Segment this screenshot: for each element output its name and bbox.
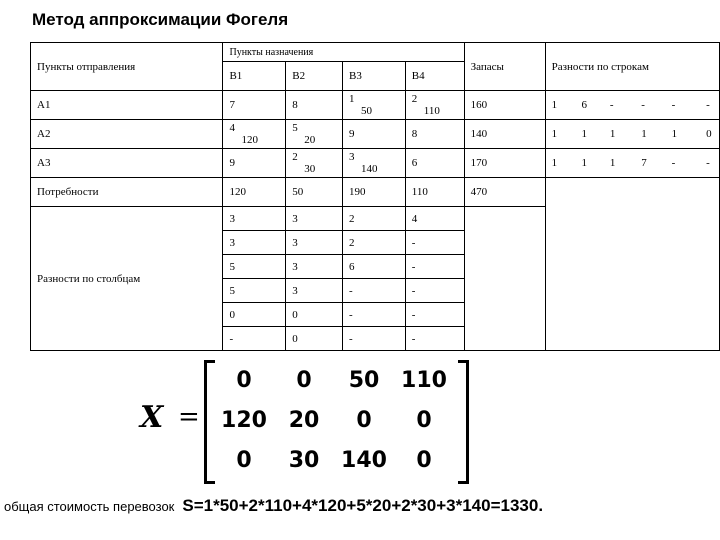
- matrix-value: 0: [356, 408, 372, 433]
- row-diff-value: 0: [700, 120, 719, 149]
- col-diff-value: 5: [223, 279, 286, 303]
- row-label: A1: [31, 91, 223, 120]
- col-diff-value: -: [342, 327, 405, 351]
- matrix-value: 140: [341, 448, 387, 473]
- row-diff-value: -: [604, 91, 635, 120]
- destinations-header: Пункты назначения: [223, 43, 464, 62]
- cost-value: 8: [292, 99, 298, 111]
- col-diff-value: -: [405, 327, 464, 351]
- cost-cell: [342, 149, 405, 178]
- supply-header: Запасы: [464, 43, 545, 91]
- allocation-value: 20: [304, 134, 316, 146]
- col-diff-value: -: [342, 303, 405, 327]
- cost-value: 8: [411, 128, 418, 140]
- row-diff-value: 1: [576, 120, 604, 149]
- cost-label: общая стоимость перевозок: [4, 499, 175, 514]
- demand-value: 50: [286, 178, 343, 207]
- col-diff-value: -: [223, 327, 286, 351]
- empty-cell: [464, 207, 545, 351]
- allocation-value: 140: [360, 163, 378, 175]
- matrix-grid: [214, 360, 454, 478]
- row-diff-value: 1: [545, 91, 575, 120]
- column-header: B2: [286, 62, 343, 91]
- cost-value: 2: [411, 93, 418, 105]
- cost-value: 7: [229, 99, 235, 111]
- row-diff-value: 1: [604, 149, 635, 178]
- row-diff-value: 1: [666, 120, 700, 149]
- row-label: A2: [31, 120, 223, 149]
- row-diff-header: Разности по строкам: [545, 43, 719, 91]
- allocation-value: 110: [423, 105, 440, 117]
- matrix-value: 20: [288, 408, 320, 433]
- demand-value: 190: [342, 178, 405, 207]
- col-diff-value: 0: [223, 303, 286, 327]
- allocation-value: 30: [304, 163, 316, 175]
- cost-value: 9: [348, 128, 355, 140]
- row-label: A3: [31, 149, 223, 178]
- allocation-value: 120: [241, 134, 258, 146]
- cost-cell: [223, 120, 286, 149]
- demand-label: Потребности: [31, 178, 223, 207]
- matrix-value: 120: [221, 408, 267, 433]
- row-diff-value: -: [700, 149, 719, 178]
- equals-sign: =: [178, 402, 200, 432]
- cost-cell: [286, 120, 343, 149]
- table-row: [31, 120, 720, 149]
- cost-value: 4: [229, 122, 235, 134]
- allocation-value: 50: [360, 105, 372, 117]
- matrix-value: 30: [288, 448, 320, 473]
- row-diff-value: 1: [635, 120, 665, 149]
- row-diff-value: -: [700, 91, 719, 120]
- cost-cell: [405, 91, 464, 120]
- cost-value: 5: [292, 122, 298, 134]
- col-diff-value: 5: [223, 255, 286, 279]
- col-diff-value: -: [405, 279, 464, 303]
- col-diff-value: 3: [286, 207, 343, 231]
- origins-header: Пункты отправления: [31, 43, 223, 91]
- footer: [4, 496, 543, 516]
- col-diff-value: -: [405, 231, 464, 255]
- column-header: B1: [223, 62, 286, 91]
- cost-formula: S=1*50+2*110+4*120+5*20+2*30+3*140=1330.: [182, 496, 544, 515]
- cost-value: 2: [292, 151, 298, 163]
- cost-cell: [405, 149, 464, 178]
- supply-value: 140: [464, 120, 545, 149]
- col-diff-value: 3: [223, 207, 286, 231]
- column-header: B3: [342, 62, 405, 91]
- cost-cell: [286, 149, 343, 178]
- empty-cell: [545, 178, 719, 351]
- row-diff-value: 6: [576, 91, 604, 120]
- col-diff-value: 4: [405, 207, 464, 231]
- cost-value: 6: [411, 157, 418, 169]
- row-diff-value: 1: [604, 120, 635, 149]
- matrix-value: 0: [296, 368, 312, 393]
- cost-value: 9: [229, 157, 235, 169]
- col-diff-value: -: [405, 303, 464, 327]
- demand-value: 110: [405, 178, 464, 207]
- vogel-table: [30, 42, 720, 351]
- total-value: 470: [464, 178, 545, 207]
- solution-matrix: [140, 360, 480, 480]
- cost-cell: [342, 120, 405, 149]
- cost-cell: [223, 91, 286, 120]
- supply-value: 160: [464, 91, 545, 120]
- col-diff-value: 2: [342, 207, 405, 231]
- row-diff-value: 1: [545, 120, 575, 149]
- column-header: B4: [405, 62, 464, 91]
- table-row: [31, 91, 720, 120]
- matrix-value: 0: [416, 408, 432, 433]
- matrix-value: 110: [401, 368, 447, 393]
- matrix-value: 0: [236, 448, 252, 473]
- matrix-value: 0: [236, 368, 252, 393]
- matrix-value: 0: [416, 448, 432, 473]
- matrix-label: X: [140, 400, 164, 435]
- supply-value: 170: [464, 149, 545, 178]
- col-diff-label: Разности по столбцам: [31, 207, 223, 351]
- row-diff-value: -: [666, 149, 700, 178]
- page-title: Метод аппроксимации Фогеля: [32, 10, 289, 29]
- right-bracket: [458, 360, 469, 484]
- cost-cell: [342, 91, 405, 120]
- col-diff-value: -: [405, 255, 464, 279]
- col-diff-value: 3: [286, 255, 343, 279]
- row-diff-value: 1: [545, 149, 575, 178]
- col-diff-value: 2: [342, 231, 405, 255]
- table-row: [31, 149, 720, 178]
- row-diff-value: 1: [576, 149, 604, 178]
- cost-cell: [223, 149, 286, 178]
- cost-value: 1: [348, 93, 355, 105]
- cost-cell: [286, 91, 343, 120]
- col-diff-value: -: [342, 279, 405, 303]
- matrix-value: 50: [348, 368, 380, 393]
- col-diff-value: 3: [223, 231, 286, 255]
- row-diff-value: 7: [635, 149, 665, 178]
- col-diff-value: 3: [286, 231, 343, 255]
- row-diff-value: -: [666, 91, 700, 120]
- cost-cell: [405, 120, 464, 149]
- row-diff-value: -: [635, 91, 665, 120]
- col-diff-value: 6: [342, 255, 405, 279]
- col-diff-value: 0: [286, 327, 343, 351]
- col-diff-value: 3: [286, 279, 343, 303]
- cost-value: 3: [348, 151, 355, 163]
- demand-value: 120: [223, 178, 286, 207]
- col-diff-value: 0: [286, 303, 343, 327]
